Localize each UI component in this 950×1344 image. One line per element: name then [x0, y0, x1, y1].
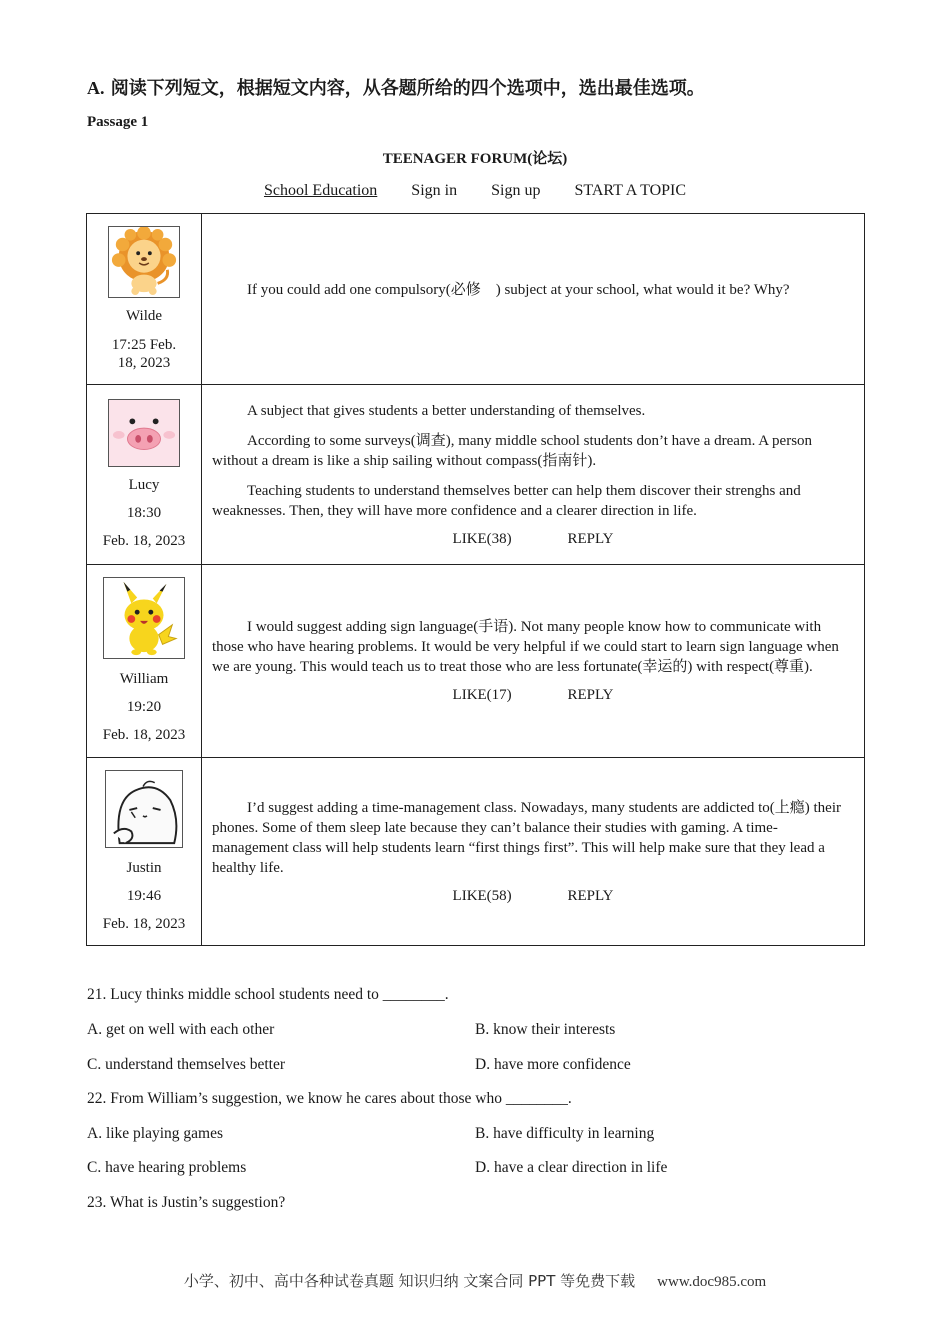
option-d: D. have a clear direction in life [475, 1159, 668, 1176]
option-c: C. have hearing problems [87, 1159, 247, 1176]
nav-start-topic-link[interactable]: START A TOPIC [574, 182, 687, 199]
section-heading [87, 74, 705, 100]
post-actions [212, 886, 854, 906]
reply-button[interactable]: REPLY [567, 887, 614, 904]
lion-icon [108, 226, 180, 298]
footer-url[interactable]: www.doc985.com [657, 1274, 767, 1290]
post-date: Feb. 18, 2023 [102, 727, 186, 743]
post-username: William [119, 671, 169, 687]
nav-school-education-link[interactable]: School Education [263, 182, 378, 199]
post-time: 17:25 Feb. [111, 337, 177, 353]
like-button[interactable]: LIKE(38) [452, 530, 512, 547]
option-b: B. have difficulty in learning [475, 1125, 655, 1142]
post-user-cell [87, 565, 202, 758]
reply-button[interactable]: REPLY [567, 687, 614, 703]
post-paragraph: A subject that gives students a better understanding of themselves. [247, 402, 646, 419]
post-paragraph: Teaching students to understand themselves better can help them discover their strenghs and weaknesses. Then, they will have more confidence and a clearer direction in life. [212, 482, 801, 519]
option-c: C. understand themselves better [87, 1056, 286, 1073]
forum-nav [0, 182, 950, 200]
post-content-cell [202, 565, 865, 758]
post-user-cell [87, 214, 202, 385]
post-username: Lucy [128, 476, 160, 493]
reply-button[interactable]: REPLY [567, 530, 614, 547]
forum-table [86, 213, 865, 946]
post-time: 18:30 [126, 504, 162, 521]
post-time: 19:46 [126, 887, 162, 904]
post-date: 18, 2023 [117, 355, 171, 371]
cartoon-blob-icon [105, 770, 183, 848]
nav-sign-up-link[interactable]: Sign up [491, 182, 541, 199]
post-row [87, 565, 865, 758]
nav-sign-in-link[interactable]: Sign in [411, 182, 458, 199]
post-paragraph: I would suggest adding sign language(手语). Not many people know how to communicate with those who have hearing problems. It would be very helpful if we could start to learn sign language when we are young. This would teach us to treat those who are less fortunate(幸运的) with respect(尊重). [212, 619, 839, 675]
forum-title: TEENAGER FORUM(论坛) [382, 151, 568, 167]
passage-label: Passage 1 [87, 114, 149, 130]
question-stem: 21. Lucy thinks middle school students need to ________. [87, 986, 449, 1003]
pikachu-icon [103, 577, 185, 659]
post-content-cell [202, 385, 865, 565]
post-content-cell [202, 214, 865, 385]
post-paragraph: According to some surveys(调查), many middle school students don’t have a dream. A person without a dream is like a ship sailing without compass(指南针). [212, 432, 813, 469]
post-date: Feb. 18, 2023 [102, 915, 186, 932]
post-actions [212, 529, 854, 549]
question-stem: 22. From William’s suggestion, we know he cares about those who ________. [87, 1090, 572, 1107]
post-row [87, 758, 865, 946]
section-instruction: 阅读下列短文，根据短文内容，从各题所给的四个选项中，选出最佳选项。 [104, 78, 705, 99]
option-a: A. like playing games [87, 1125, 224, 1142]
post-paragraph: If you could add one compulsory(必修 ) subject at your school, what would it be? Why? [247, 282, 790, 298]
pig-icon [108, 399, 180, 467]
question-stem: 23. What is Justin’s suggestion? [87, 1194, 286, 1211]
post-time: 19:20 [126, 699, 162, 715]
post-username: Justin [126, 859, 162, 876]
like-button[interactable]: LIKE(17) [452, 687, 512, 703]
option-a: A. get on well with each other [87, 1021, 275, 1038]
post-row [87, 214, 865, 385]
post-actions [212, 685, 854, 705]
option-b: B. know their interests [475, 1021, 616, 1038]
post-user-cell [87, 385, 202, 565]
section-letter: A. [87, 78, 105, 98]
option-d: D. have more confidence [475, 1056, 631, 1073]
post-username: Wilde [125, 308, 163, 324]
page-footer [0, 1270, 950, 1291]
footer-text: 小学、初中、高中各种试卷真题 知识归纳 文案合同 PPT 等免费下载 [183, 1272, 636, 1290]
post-paragraph: I’d suggest adding a time-management class. Nowadays, many students are addicted to(上瘾) their phones. Some of them sleep late because they can’t balance their studies with gaming. A time-management class will help students learn “first things first”. This will help make sure that they lead a healthy life. [212, 799, 841, 876]
post-content-cell [202, 758, 865, 946]
like-button[interactable]: LIKE(58) [452, 887, 512, 904]
post-row [87, 385, 865, 565]
post-user-cell [87, 758, 202, 946]
post-date: Feb. 18, 2023 [102, 532, 186, 549]
